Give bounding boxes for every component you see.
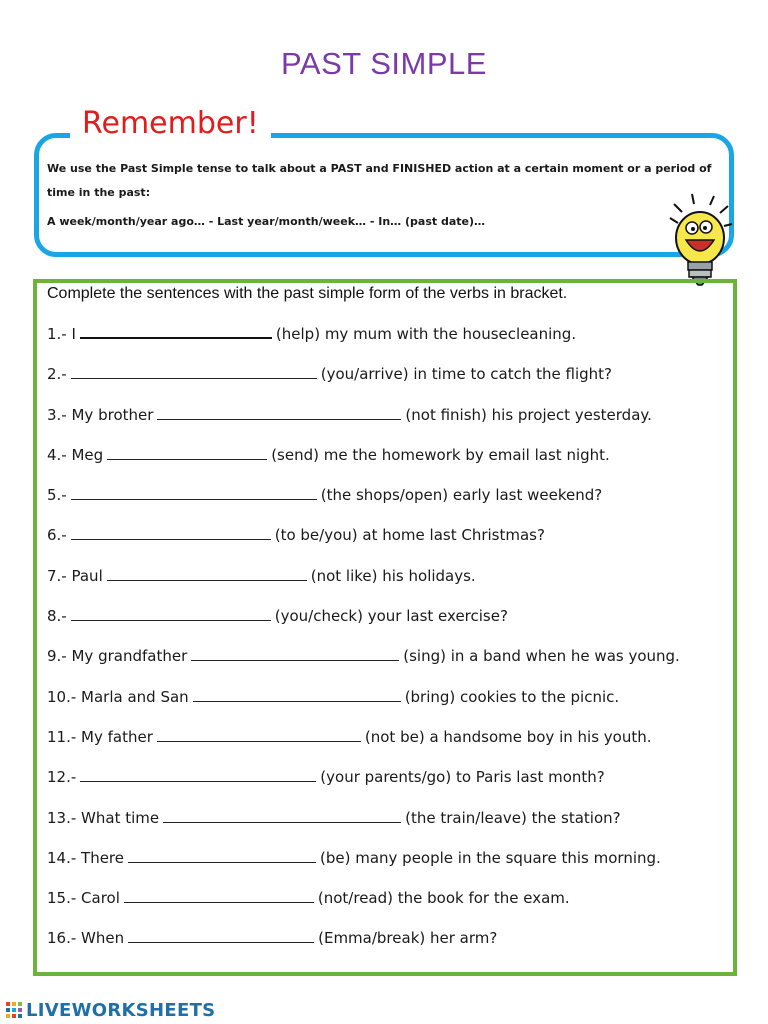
sentence-prefix: 5.- bbox=[47, 486, 67, 505]
sentence-item bbox=[47, 685, 737, 725]
sentence-list bbox=[47, 322, 737, 967]
sentence-prefix: 7.- Paul bbox=[47, 566, 103, 585]
sentence-prefix: 13.- What time bbox=[47, 808, 160, 827]
answer-blank[interactable] bbox=[80, 766, 316, 782]
answer-blank[interactable] bbox=[191, 645, 399, 661]
sentence-item bbox=[47, 644, 737, 684]
sentence-prefix: 1.- I bbox=[47, 325, 76, 343]
answer-blank[interactable] bbox=[71, 605, 271, 621]
liveworksheets-logo-icon bbox=[4, 1000, 24, 1020]
sentence-item bbox=[47, 846, 737, 886]
sentence-suffix: (be) many people in the square this morning. bbox=[320, 848, 661, 867]
sentence-item bbox=[47, 604, 737, 644]
sentence-prefix: 2.- bbox=[47, 365, 67, 384]
sentence-item bbox=[47, 403, 737, 443]
page-title: PAST SIMPLE bbox=[281, 46, 487, 81]
sentence-prefix: 6.- bbox=[47, 526, 67, 545]
sentence-suffix: (sing) in a band when he was young. bbox=[403, 647, 680, 666]
sentence-prefix: 16.- When bbox=[47, 929, 125, 948]
sentence-suffix: (you/check) your last exercise? bbox=[274, 607, 508, 626]
remember-rule: We use the Past Simple tense to talk about a PAST and FINISHED action at a certain moment or a period of time in the past: bbox=[47, 162, 712, 199]
sentence-prefix: 14.- There bbox=[47, 848, 124, 867]
answer-blank[interactable] bbox=[128, 927, 314, 943]
answer-blank[interactable] bbox=[163, 807, 401, 823]
answer-blank[interactable] bbox=[80, 322, 272, 339]
sentence-prefix: 9.- My grandfather bbox=[47, 647, 188, 666]
sentence-item bbox=[47, 483, 737, 523]
answer-blank[interactable] bbox=[157, 726, 361, 742]
sentence-prefix: 11.- My father bbox=[47, 727, 153, 746]
sentence-suffix: (not like) his holidays. bbox=[310, 566, 476, 585]
sentence-prefix: 10.- Marla and San bbox=[47, 687, 189, 706]
sentence-prefix: 4.- Meg bbox=[47, 445, 104, 464]
answer-blank[interactable] bbox=[193, 686, 401, 702]
sentence-item bbox=[47, 725, 737, 765]
sentence-prefix: 15.- Carol bbox=[47, 889, 120, 908]
sentence-suffix: (the train/leave) the station? bbox=[405, 808, 621, 827]
answer-blank[interactable] bbox=[71, 524, 271, 540]
sentence-suffix: (send) me the homework by email last night. bbox=[271, 445, 610, 464]
remember-text bbox=[47, 157, 717, 234]
answer-blank[interactable] bbox=[128, 847, 316, 863]
sentence-item bbox=[47, 926, 737, 966]
sentence-suffix: (you/arrive) in time to catch the flight? bbox=[320, 365, 612, 384]
sentence-item bbox=[47, 362, 737, 402]
sentence-suffix: (not be) a handsome boy in his youth. bbox=[364, 727, 652, 746]
sentence-suffix: (to be/you) at home last Christmas? bbox=[274, 526, 545, 545]
sentence-suffix: (not/read) the book for the exam. bbox=[317, 889, 570, 908]
sentence-item bbox=[47, 765, 737, 805]
sentence-suffix: (not finish) his project yesterday. bbox=[405, 405, 652, 424]
sentence-prefix: 12.- bbox=[47, 768, 77, 787]
sentence-item bbox=[47, 443, 737, 483]
answer-blank[interactable] bbox=[71, 363, 317, 379]
answer-blank[interactable] bbox=[107, 444, 267, 460]
sentence-suffix: (the shops/open) early last weekend? bbox=[320, 486, 603, 505]
remember-heading: Remember! bbox=[70, 106, 271, 141]
footer-brand: LIVEWORKSHEETS bbox=[26, 999, 216, 1021]
footer bbox=[4, 998, 215, 1022]
sentence-prefix: 8.- bbox=[47, 607, 67, 626]
answer-blank[interactable] bbox=[107, 565, 307, 581]
sentence-suffix: (help) my mum with the housecleaning. bbox=[275, 325, 577, 343]
answer-blank[interactable] bbox=[124, 887, 314, 903]
exercise-instructions: Complete the sentences with the past simple form of the verbs in bracket. bbox=[47, 285, 568, 302]
sentence-suffix: (bring) cookies to the picnic. bbox=[404, 687, 620, 706]
sentence-suffix: (Emma/break) her arm? bbox=[318, 929, 498, 948]
sentence-item bbox=[47, 886, 737, 926]
sentence-item bbox=[47, 523, 737, 563]
answer-blank[interactable] bbox=[157, 404, 401, 420]
remember-time-expressions: A week/month/year ago… - Last year/month/week… - In… (past date)… bbox=[47, 215, 486, 228]
sentence-item bbox=[47, 322, 737, 362]
sentence-suffix: (your parents/go) to Paris last month? bbox=[320, 768, 605, 787]
sentence-item bbox=[47, 806, 737, 846]
answer-blank[interactable] bbox=[71, 484, 317, 500]
sentence-item bbox=[47, 564, 737, 604]
sentence-prefix: 3.- My brother bbox=[47, 405, 154, 424]
